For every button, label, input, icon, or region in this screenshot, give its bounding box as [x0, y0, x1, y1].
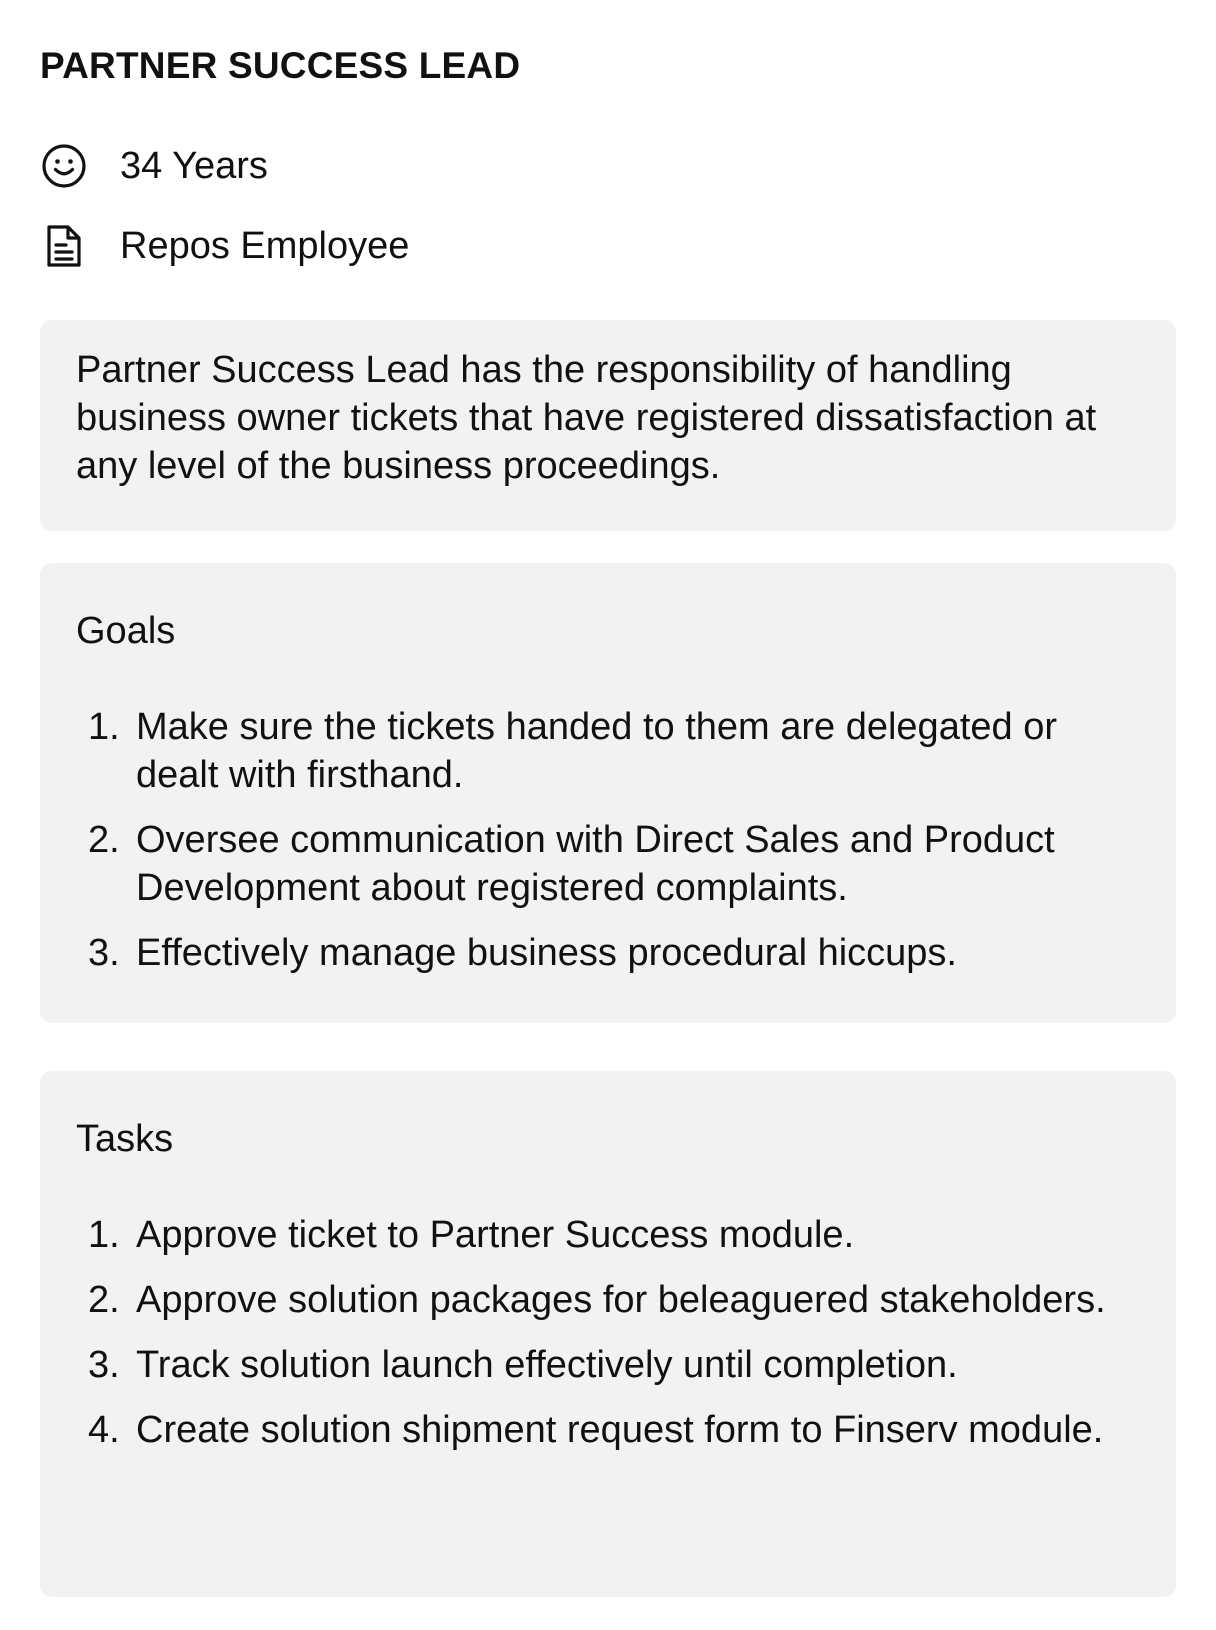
task-number: 1. — [88, 1214, 120, 1256]
task-text: Create solution shipment request form to Finserv module. — [136, 1409, 1104, 1451]
goals-list — [40, 703, 1176, 994]
description-card — [40, 320, 1176, 531]
tasks-heading: Tasks — [76, 1118, 174, 1160]
goal-text: Oversee communication with Direct Sales and Product Development about registered complaints. — [136, 819, 1055, 909]
goal-item — [40, 816, 1176, 912]
goal-number: 2. — [88, 819, 120, 861]
task-item — [40, 1276, 1176, 1324]
goal-item — [40, 703, 1176, 799]
task-item — [40, 1341, 1176, 1389]
smiley-face-icon — [40, 142, 88, 190]
task-number: 3. — [88, 1344, 120, 1386]
age-value: 34 Years — [120, 145, 268, 187]
goals-card — [40, 563, 1176, 1023]
employee-type-row — [40, 220, 409, 272]
age-row — [40, 140, 268, 192]
task-number: 4. — [88, 1409, 120, 1451]
task-item — [40, 1406, 1176, 1454]
tasks-card — [40, 1071, 1176, 1597]
tasks-list — [40, 1211, 1176, 1471]
description-text: Partner Success Lead has the responsibility of handling business owner tickets that have registered dissatisfaction at any level of the business proceedings. — [76, 349, 1097, 487]
goal-number: 3. — [88, 932, 120, 974]
goal-text: Make sure the tickets handed to them are delegated or dealt with firsthand. — [136, 706, 1057, 796]
task-text: Track solution launch effectively until completion. — [136, 1344, 958, 1386]
goal-number: 1. — [88, 706, 120, 748]
employee-type-value: Repos Employee — [120, 225, 410, 267]
task-text: Approve ticket to Partner Success module. — [136, 1214, 855, 1256]
task-number: 2. — [88, 1279, 120, 1321]
goal-item — [40, 929, 1176, 977]
persona-title: PARTNER SUCCESS LEAD — [40, 45, 521, 86]
task-item — [40, 1211, 1176, 1259]
document-icon — [40, 222, 88, 270]
task-text: Approve solution packages for beleaguered stakeholders. — [136, 1279, 1106, 1321]
goal-text: Effectively manage business procedural hiccups. — [136, 932, 957, 974]
goals-heading: Goals — [76, 610, 176, 652]
